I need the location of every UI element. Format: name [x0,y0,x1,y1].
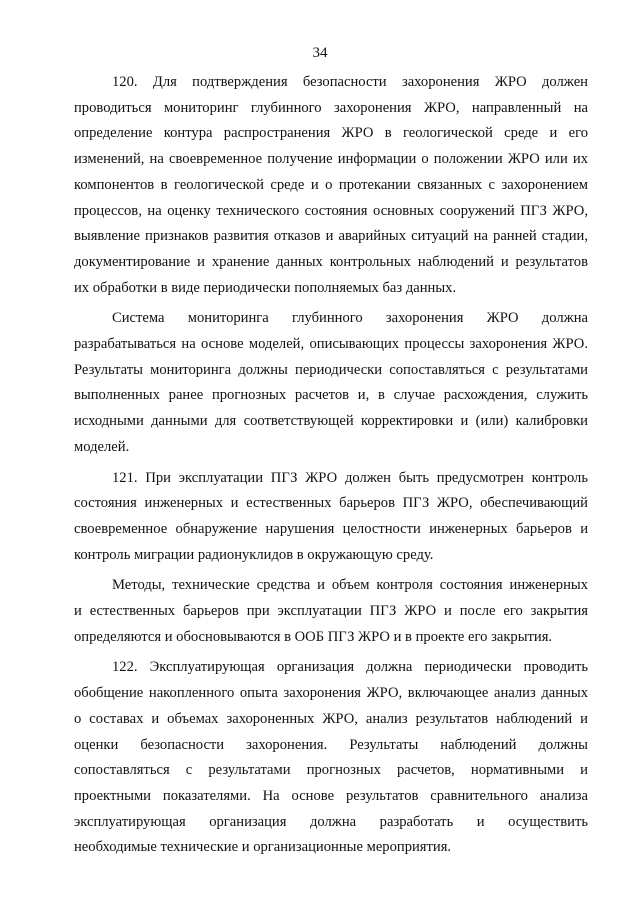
paragraph-line: процессов, на оценку технического состояния основных сооружений ПГЗ ЖРО, [74,202,588,219]
paragraph-line: обобщение накопленного опыта захоронения ЖРО, включающее анализ данных [74,685,588,702]
paragraph-line: исходными данными для соответствующей корректировки и (или) калибровки [74,413,588,430]
paragraph-line: контроль миграции радионуклидов в окружающую среду. [74,546,434,563]
paragraph-line: Результаты мониторинга должны периодически сопоставляться с результатами [74,361,588,378]
paragraph-line: 122. Эксплуатирующая организация должна периодически проводить [112,659,588,676]
paragraph-line: о составах и объемах захороненных ЖРО, анализ результатов наблюдений и [74,710,588,727]
paragraph-line: их обработки в виде периодически пополняемых баз данных. [74,279,457,296]
paragraph-121 [74,466,588,569]
paragraph-line: 120. Для подтверждения безопасности захоронения ЖРО должен [112,74,588,90]
paragraph-line: компонентов в геологической среде и о протекании связанных с захоронением [74,176,588,193]
paragraph-line: необходимые технические и организационные мероприятия. [74,839,452,856]
paragraph-120 [74,70,588,301]
paragraph-line: эксплуатирующая организация должна разработать и осуществить [74,813,588,830]
paragraph-monitoring-system [74,306,588,460]
paragraph-line: сопоставляться с результатами прогнозных расчетов, нормативными и [74,762,588,779]
paragraph-line: и естественных барьеров при эксплуатации ПГЗ ЖРО и после его закрытия [74,603,588,620]
paragraph-line: проводиться мониторинг глубинного захоронения ЖРО, направленный на [74,99,588,116]
paragraph-control-methods [74,573,588,650]
paragraph-line: выполненных ранее прогнозных расчетов и, в случае расхождения, служить [74,387,588,404]
paragraph-line: выявление признаков развития отказов и аварийных ситуаций на ранней стадии, [74,228,588,245]
paragraph-line: изменений, на своевременное получение информации о положении ЖРО или их [74,151,588,168]
paragraph-line: своевременное обнаружение нарушения целостности инженерных барьеров и [74,520,588,537]
paragraph-line: Система мониторинга глубинного захоронения ЖРО должна [112,310,588,327]
paragraph-line: разрабатываться на основе моделей, описывающих процессы захоронения ЖРО. [74,336,588,353]
paragraph-line: состояния инженерных и естественных барьеров ПГЗ ЖРО, обеспечивающий [74,495,588,512]
paragraph-line: определяются и обосновываются в ООБ ПГЗ ЖРО и в проекте его закрытия. [74,628,553,645]
paragraph-line: Методы, технические средства и объем контроля состояния инженерных [112,577,588,594]
page-number: 34 [312,45,328,61]
paragraph-line: 121. При эксплуатации ПГЗ ЖРО должен быть предусмотрен контроль [112,469,588,486]
document-body [74,70,588,866]
paragraph-line: проектными показателями. На основе результатов сравнительного анализа [74,787,588,804]
paragraph-line: моделей. [74,438,130,455]
paragraph-line: документирование и хранение данных контрольных наблюдений и результатов [74,253,588,270]
paragraph-line: определение контура распространения ЖРО в геологической среде и его [74,125,588,142]
paragraph-122 [74,655,588,861]
paragraph-line: оценки безопасности захоронения. Результаты наблюдений должны [74,736,588,753]
